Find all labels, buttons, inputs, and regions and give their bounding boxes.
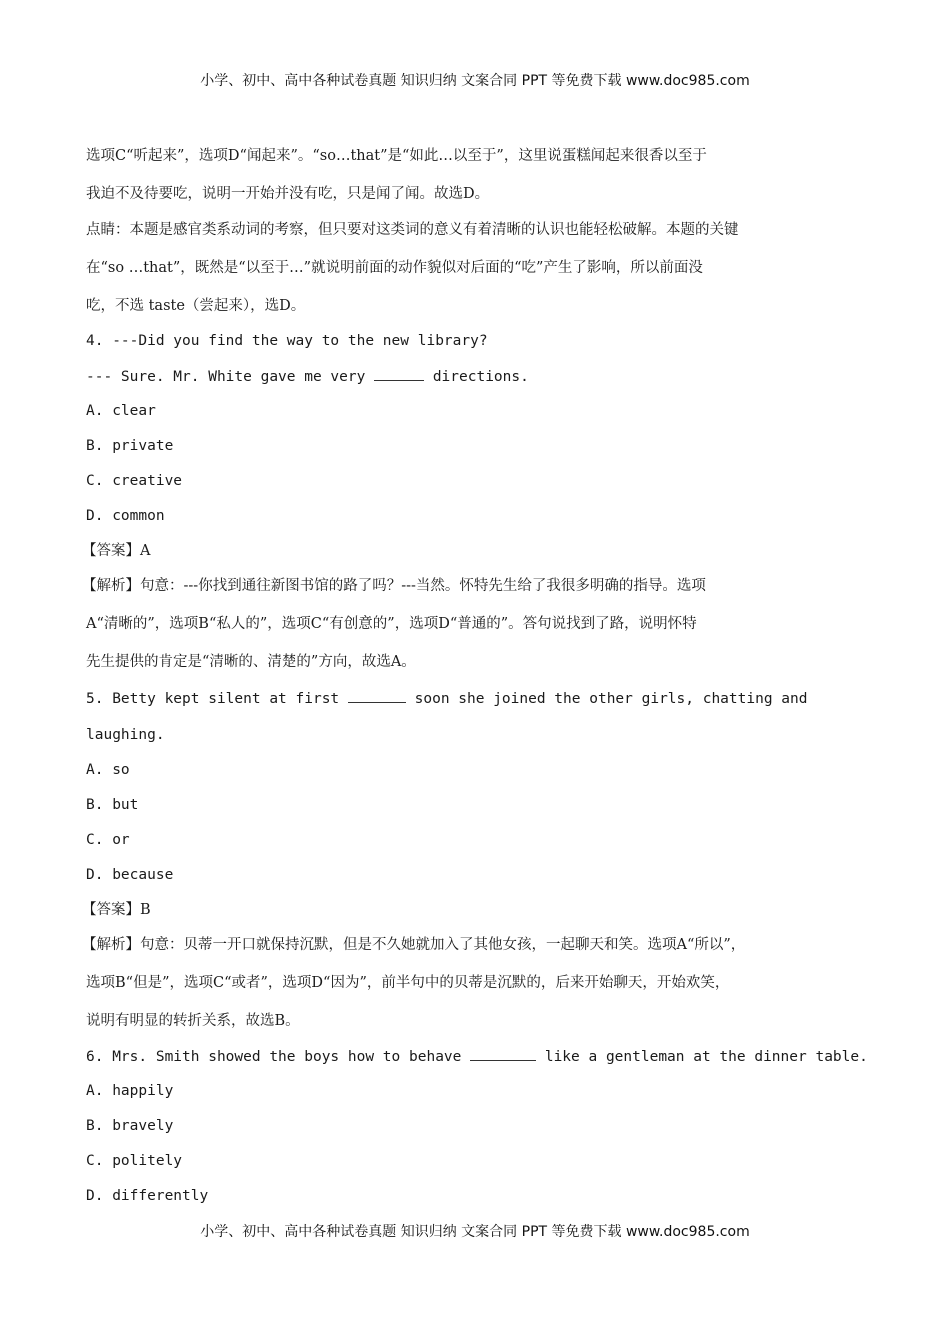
q5-answer-value: B bbox=[140, 902, 151, 918]
q4-stem-pre: --- Sure. Mr. White gave me very bbox=[86, 369, 375, 385]
page-footer: 小学、初中、高中各种试卷真题 知识归纳 文案合同 PPT 等免费下载 www.doc985.com bbox=[200, 1224, 750, 1240]
q4-stem-line-1: 4. ---Did you find the way to the new library? bbox=[86, 333, 488, 349]
q5-stem-line-2: laughing. bbox=[86, 727, 165, 743]
q5-analysis-line-1 bbox=[82, 935, 745, 955]
q5-analysis-text-1: 句意：贝蒂一开口就保持沉默，但是不久她就加入了其他女孩，一起聊天和笑。选项A“所以”， bbox=[140, 937, 746, 953]
q5-option-a: A. so bbox=[86, 762, 130, 778]
q6-stem-line-1 bbox=[86, 1046, 868, 1067]
prev-explain-line-2: 我迫不及待要吃，说明一开始并没有吃，只是闻了闻。故选D。 bbox=[86, 186, 490, 202]
prev-tip-line-1: 点睛：本题是感官类系动词的考察，但只要对这类词的意义有着清晰的认识也能轻松破解。本题的关键 bbox=[86, 222, 739, 238]
prev-tip-line-2: 在“so …that”，既然是“以至于…”就说明前面的动作貌似对后面的“吃”产生了影响，所以前面没 bbox=[86, 260, 703, 276]
q6-stem-pre: 6. Mrs. Smith showed the boys how to behave bbox=[86, 1049, 471, 1065]
q4-option-b: B. private bbox=[86, 438, 174, 454]
q4-option-a: A. clear bbox=[86, 403, 156, 419]
q4-analysis-line-3: 先生提供的肯定是“清晰的、清楚的”方向，故选A。 bbox=[86, 654, 416, 670]
q6-option-a: A. happily bbox=[86, 1083, 174, 1099]
q6-option-d: D. differently bbox=[86, 1188, 209, 1204]
q4-stem-line-2 bbox=[86, 366, 529, 387]
q5-answer bbox=[82, 900, 151, 920]
q5-option-d: D. because bbox=[86, 867, 174, 883]
q5-stem-pre: 5. Betty kept silent at first bbox=[86, 691, 348, 707]
q4-option-c: C. creative bbox=[86, 473, 183, 489]
q6-blank bbox=[470, 1046, 536, 1061]
prev-explain-line-1: 选项C“听起来”，选项D“闻起来”。“so…that”是“如此…以至于”，这里说蛋糕闻起来很香以至于 bbox=[86, 148, 707, 164]
q4-stem-post: directions. bbox=[424, 369, 529, 385]
q4-answer-tag: 【答案】 bbox=[82, 543, 140, 559]
q4-analysis-text-1: 句意：---你找到通往新图书馆的路了吗？---当然。怀特先生给了我很多明确的指导。选项 bbox=[140, 578, 706, 594]
q4-blank bbox=[374, 366, 424, 381]
q5-blank bbox=[348, 688, 406, 703]
q6-stem-post: like a gentleman at the dinner table. bbox=[536, 1049, 868, 1065]
q4-answer bbox=[82, 541, 150, 561]
q4-analysis-tag: 【解析】 bbox=[82, 578, 140, 594]
q5-stem-post: soon she joined the other girls, chatting and bbox=[405, 691, 808, 707]
q5-option-c: C. or bbox=[86, 832, 130, 848]
q6-option-c: C. politely bbox=[86, 1153, 183, 1169]
q5-analysis-tag: 【解析】 bbox=[82, 937, 140, 953]
q5-option-b: B. but bbox=[86, 797, 139, 813]
q4-option-d: D. common bbox=[86, 508, 165, 524]
q4-analysis-line-2: A“清晰的”，选项B“私人的”，选项C“有创意的”，选项D“普通的”。答句说找到了路，说明怀特 bbox=[86, 616, 697, 632]
q5-answer-tag: 【答案】 bbox=[82, 902, 140, 918]
q4-analysis-line-1 bbox=[82, 576, 706, 596]
page-header: 小学、初中、高中各种试卷真题 知识归纳 文案合同 PPT 等免费下载 www.doc985.com bbox=[200, 73, 750, 89]
q5-stem-line-1 bbox=[86, 688, 807, 709]
q5-analysis-line-2: 选项B“但是”，选项C“或者”，选项D“因为”，前半句中的贝蒂是沉默的，后来开始聊天，开始欢笑， bbox=[86, 975, 730, 991]
q4-answer-value: A bbox=[140, 543, 151, 559]
q6-option-b: B. bravely bbox=[86, 1118, 174, 1134]
prev-tip-line-3: 吃，不选 taste（尝起来），选D。 bbox=[86, 298, 306, 314]
q5-analysis-line-3: 说明有明显的转折关系，故选B。 bbox=[86, 1013, 300, 1029]
